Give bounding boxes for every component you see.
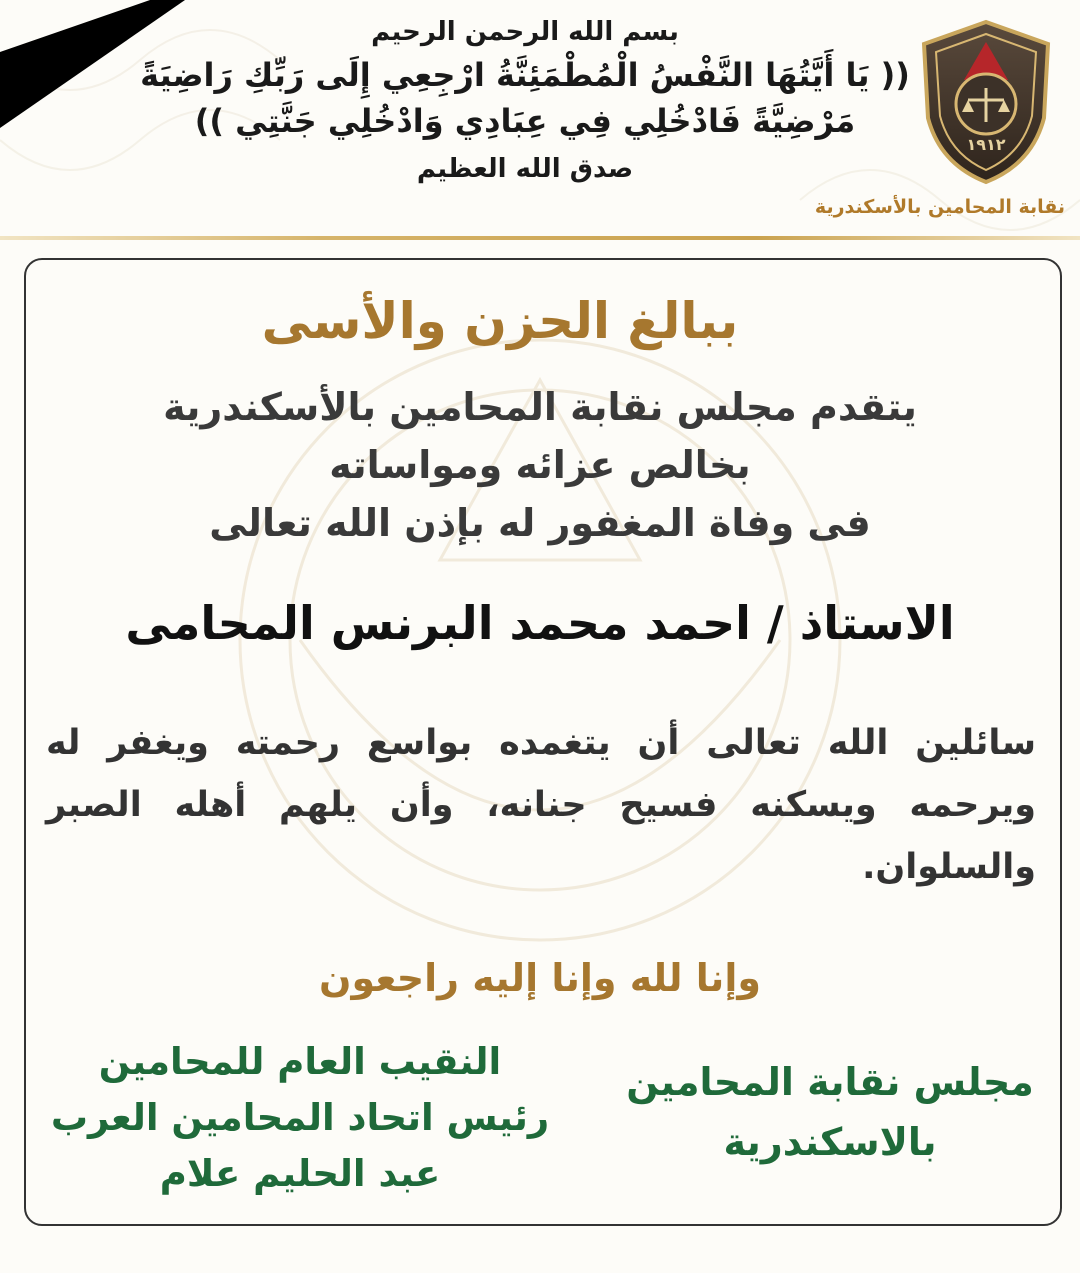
header-divider xyxy=(0,236,1080,240)
signature-council-line-2: بالاسكندرية xyxy=(723,1120,937,1164)
signature-chairman-line-3: عبد الحليم علام xyxy=(159,1152,441,1195)
prayer-paragraph: سائلين الله تعالى أن يتغمده بواسع رحمته ويغفر له ويرحمه ويسكنه فسيح جنانه، وأن يلهم أهله الصبر والسلوان. xyxy=(46,723,1036,887)
deceased-name: الاستاذ / احمد محمد البرنس المحامى xyxy=(125,596,955,650)
signature-council-line-1: مجلس نقابة المحامين xyxy=(626,1060,1034,1104)
logo-year: ١٩١٢ xyxy=(966,135,1006,154)
announcement-line-2: بخالص عزائه ومواساته xyxy=(329,443,751,487)
verse-line-2: مَرْضِيَّةً فَادْخُلِي فِي عِبَادِي وَادْخُلِي جَنَّتِي )) xyxy=(194,102,856,140)
basmala: بسم الله الرحمن الرحيم xyxy=(371,17,679,47)
shield-emblem-icon xyxy=(916,18,1056,188)
bar-association-logo xyxy=(916,18,1056,188)
announcement-line-3: فى وفاة المغفور له بإذن الله تعالى xyxy=(209,501,871,545)
sadaqa-line: صدق الله العظيم xyxy=(416,154,634,184)
logo-caption: نقابة المحامين بالأسكندرية xyxy=(814,196,1066,218)
signature-council xyxy=(600,1052,1060,1172)
announcement-lines xyxy=(100,378,980,552)
notice-title: ببالغ الحزن والأسى xyxy=(261,292,739,350)
signature-chairman xyxy=(40,1034,560,1202)
signature-chairman-line-2: رئيس اتحاد المحامين العرب xyxy=(50,1096,550,1139)
signature-chairman-line-1: النقيب العام للمحامين xyxy=(98,1040,502,1083)
announcement-line-1: يتقدم مجلس نقابة المحامين بالأسكندرية xyxy=(163,385,917,429)
verse-line-1: (( يَا أَيَّتُهَا النَّفْسُ الْمُطْمَئِنَّةُ ارْجِعِي إِلَى رَبِّكِ رَاضِيَةً xyxy=(140,56,910,94)
header-verse xyxy=(140,12,910,192)
inna-lillah-line: وإنا لله وإنا إليه راجعون xyxy=(319,956,761,1000)
